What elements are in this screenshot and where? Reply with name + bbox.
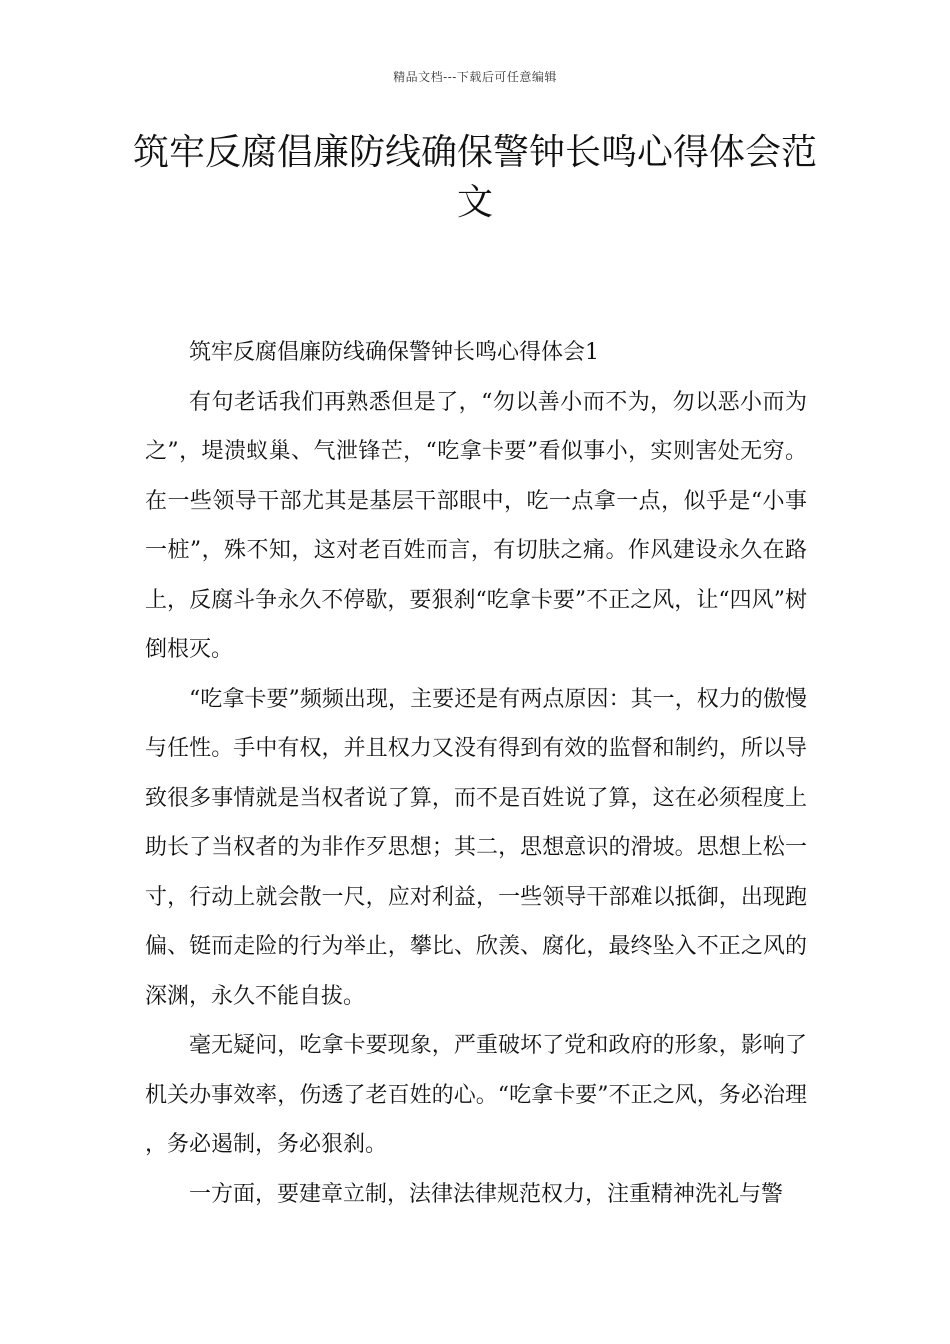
document-body xyxy=(145,328,807,1219)
document-title: 筑牢反腐倡廉防线确保警钟长鸣心得体会范文 xyxy=(132,132,817,223)
paragraph: 毫无疑问，吃拿卡要现象，严重破坏了党和政府的形象，影响了机关办事效率，伤透了老百姓的心。“吃拿卡要”不正之风，务必治理，务必遏制，务必狠刹。 xyxy=(145,1033,807,1157)
paragraph: “吃拿卡要”频频出现，主要还是有两点原因：其一，权力的傲慢与任性。手中有权，并且权力又没有得到有效的监督和制约，所以导致很多事情就是当权者说了算，而不是百姓说了算，这在必须程度上助长了当权者的为非作歹思想；其二，思想意识的滑坡。思想上松一寸，行动上就会散一尺，应对利益，一些领导干部难以抵御，出现跑偏、铤而走险的行为举止，攀比、欣羡、腐化，最终坠入不正之风的深渊，永久不能自拔。 xyxy=(145,686,807,1009)
header-note: 精品文档---下载后可任意编辑 xyxy=(393,70,557,84)
paragraph: 有句老话我们再熟悉但是了，“勿以善小而不为，勿以恶小而为之”，堤溃蚁巢、气泄锋芒，“吃拿卡要”看似事小，实则害处无穷。在一些领导干部尤其是基层干部眼中，吃一点拿一点，似乎是“小事一桩”，殊不知，这对老百姓而言，有切肤之痛。作风建设永久在路上，反腐斗争永久不停歇，要狠刹“吃拿卡要”不正之风，让“四风”树倒根灭。 xyxy=(145,389,807,662)
section-heading: 筑牢反腐倡廉防线确保警钟长鸣心得体会1 xyxy=(189,340,599,365)
paragraph: 一方面，要建章立制，法律法律规范权力，注重精神洗礼与警 xyxy=(189,1181,784,1207)
